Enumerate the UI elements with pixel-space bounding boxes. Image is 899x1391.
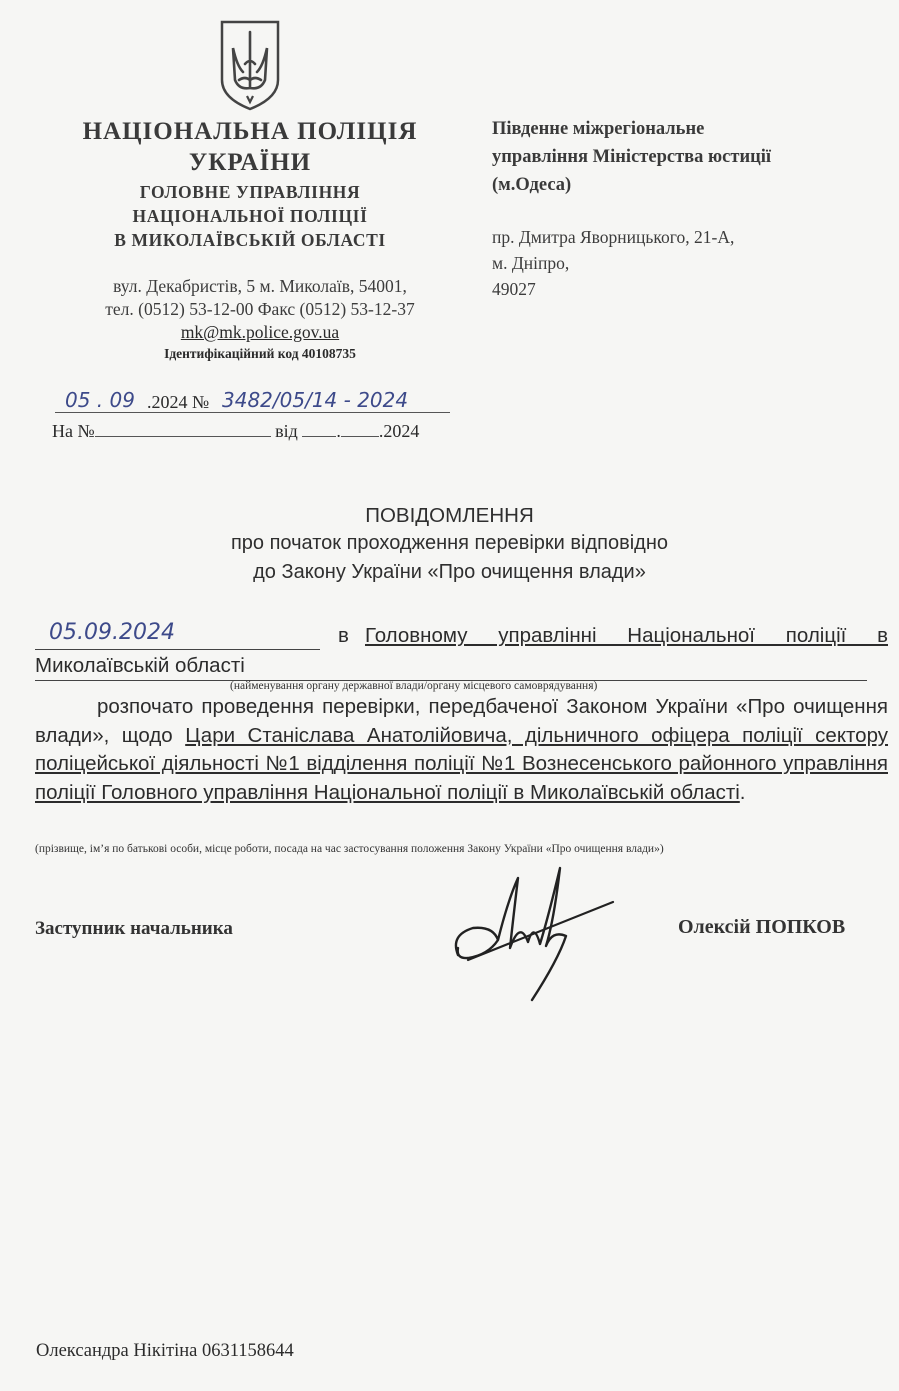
signer-name: Олексій ПОПКОВ <box>678 916 846 938</box>
reply-prefix: На № <box>52 421 95 441</box>
date-underline <box>35 649 320 650</box>
organ-line-1 <box>35 622 888 652</box>
dept-line3: В МИКОЛАЇВСЬКІЙ ОБЛАСТІ <box>114 230 386 250</box>
reply-year: .2024 <box>378 421 420 441</box>
recipient-address-line1: пр. Дмитра Яворницького, 21-А, <box>492 227 735 247</box>
outgoing-underline <box>55 412 450 413</box>
check-paragraph <box>35 693 888 807</box>
outgoing-year: .2024 № <box>147 392 210 412</box>
outgoing-number: 3482/05/14 - 2024 <box>222 388 409 412</box>
person-details: Цари Станіслава Анатолійовича, дільничного офіцера поліції сектору поліцейської діяльності №1 відділення поліції №1 Вознесенського районного управління поліції Головного управління Національної поліції в Миколаївській області <box>35 723 889 804</box>
person-caption: (прізвище, ім’я по батькові особи, місце роботи, посада на час застосування положення Закону України «Про очищення влади») <box>35 843 664 855</box>
dept-line2: НАЦІОНАЛЬНОЇ ПОЛІЦІЇ <box>132 206 368 226</box>
paragraph-start: розпочато проведення перевірки, передбаченої Законом України «Про очищення влади», щодо <box>35 695 888 747</box>
organ-name-part1: Головному управлінні Національної поліції в <box>365 624 888 647</box>
outgoing-number-line <box>55 388 455 418</box>
document-title: ПОВІДОМЛЕННЯ <box>365 504 534 527</box>
recipient-line1: Південне міжрегіональне <box>492 119 705 139</box>
handwritten-signature <box>448 860 618 1005</box>
reply-month-field <box>341 420 379 437</box>
reply-day-field <box>302 420 336 437</box>
recipient-line3: (м.Одеса) <box>492 175 572 195</box>
sender-phone-fax: тел. (0512) 53-12-00 Факс (0512) 53-12-37 <box>105 299 415 319</box>
recipient-address-line3: 49027 <box>492 279 536 299</box>
trident-coat-of-arms-icon <box>217 18 283 112</box>
document-subtitle-line2: до Закону України «Про очищення влади» <box>253 561 646 583</box>
document-subtitle-line1: про початок проходження перевірки відповідно <box>230 532 669 554</box>
organ-name-part2: Миколаївській області <box>35 654 245 677</box>
recipient-line2: управління Міністерства юстиції <box>492 147 772 167</box>
sender-id-code: Ідентифікаційний код 40108735 <box>164 346 356 361</box>
org-name-line2: УКРАЇНИ <box>188 149 312 176</box>
sender-email <box>40 322 480 343</box>
org-name-line1: НАЦІОНАЛЬНА ПОЛІЦІЯ <box>82 118 418 145</box>
recipient-address <box>492 224 882 302</box>
handwritten-date: 05.09.2024 <box>49 620 175 645</box>
dept-line1: ГОЛОВНЕ УПРАВЛІННЯ <box>139 182 361 202</box>
executor-contact: Олександра Нікітіна 0631158644 <box>36 1341 294 1361</box>
recipient-name <box>492 115 882 199</box>
preposition: в <box>338 624 349 647</box>
reply-from: від <box>275 421 298 441</box>
recipient-address-line2: м. Дніпро, <box>492 253 570 273</box>
signer-position: Заступник начальника <box>35 918 233 939</box>
sender-email-link[interactable]: mk@mk.police.gov.ua <box>180 322 340 342</box>
reply-to-line: На № від . .2024 <box>52 421 420 441</box>
paragraph-end: . <box>739 780 746 804</box>
outgoing-date: 05 . 09 <box>65 388 135 412</box>
org-name <box>40 116 460 178</box>
department-name <box>40 180 460 252</box>
sender-address: вул. Декабристів, 5 м. Миколаїв, 54001, <box>113 276 407 296</box>
organ-caption: (найменування органу державної влади/органу місцевого самоврядування) <box>230 680 598 692</box>
reply-number-field <box>95 420 271 437</box>
